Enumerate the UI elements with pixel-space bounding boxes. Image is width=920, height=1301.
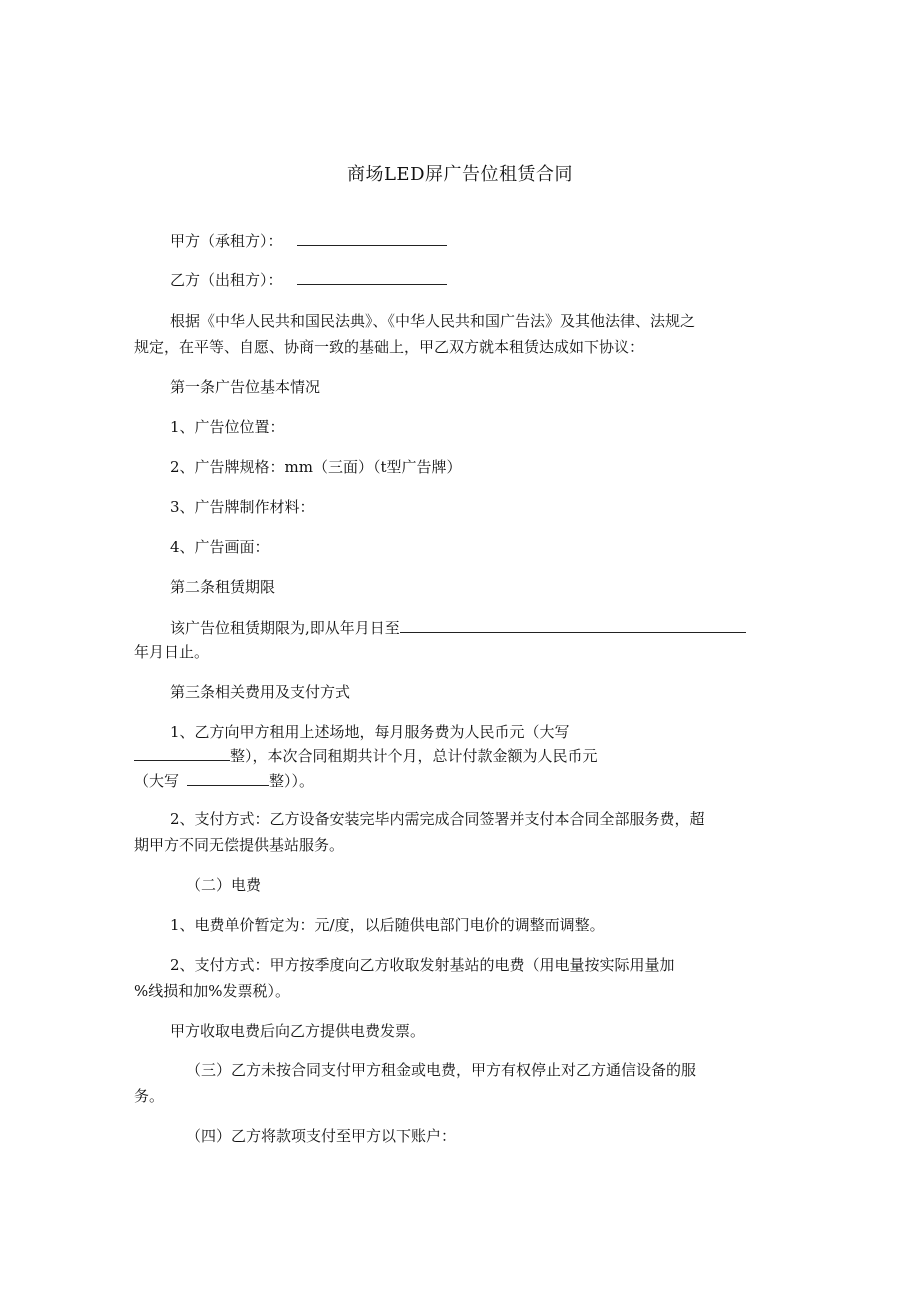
article-1-title: 第一条广告位基本情况 [170,378,321,396]
party-b-label: 乙方（出租方）： [170,271,283,289]
fee-para-line-1: 1、乙方向甲方租用上述场地，每月服务费为人民币元（大写 [170,723,570,741]
section-3-line-1: （三）乙方未按合同支付甲方租金或电费，甲方有权停止对乙方通信设备的服 [186,1061,697,1079]
section-3-line-2: 务。 [134,1087,165,1105]
fee-para-line-3-end: 整））。 [269,772,315,790]
fee-uppercase-blank[interactable] [134,746,230,761]
section-2-title: （二）电费 [186,876,262,894]
article-2-line-1 [170,617,746,639]
party-b-line [170,269,447,291]
party-b-blank[interactable] [297,270,447,285]
payment-line-2: 期甲方不同无偿提供基站服务。 [134,836,345,854]
payment-line-1: 2、支付方式：乙方设备安装完毕内需完成合同签署并支付本合同全部服务费，超 [170,810,705,828]
article-1-item: 1、广告位位置： [170,418,285,436]
preamble-line-1: 根据《中华人民共和国民法典》、《中华人民共和国广告法》及其他法律、法规之 [170,312,696,330]
electricity-price: 1、电费单价暂定为：元/度，以后随供电部门电价的调整而调整。 [170,916,605,934]
lease-term-blank[interactable] [400,618,746,633]
article-3-title: 第三条相关费用及支付方式 [170,683,351,701]
fee-total-uppercase-blank[interactable] [187,771,269,786]
fee-total-uppercase-label: （大写 [134,772,180,790]
electricity-invoice: 甲方收取电费后向乙方提供电费发票。 [170,1022,426,1040]
article-1-item: 2、广告牌规格：mm（三面）（t型广告牌） [170,458,462,476]
section-4-line: （四）乙方将款项支付至甲方以下账户： [186,1127,457,1145]
electricity-payment-line-1: 2、支付方式：甲方按季度向乙方收取发射基站的电费（用电量按实际用量加 [170,956,675,974]
article-2-title: 第二条租赁期限 [170,578,276,596]
party-a-blank[interactable] [297,231,447,246]
article-1-item: 3、广告牌制作材料： [170,498,315,516]
preamble-line-2: 规定，在平等、自愿、协商一致的基础上，甲乙双方就本租赁达成如下协议： [134,338,645,356]
lease-term-text: 该广告位租赁期限为,即从年月日至 [170,619,400,637]
electricity-payment-line-2: %线损和加%发票税）。 [134,982,291,1000]
fee-para-line-2 [134,745,598,767]
party-a-label: 甲方（承租方）： [170,232,283,250]
document-title: 商场LED屏广告位租赁合同 [346,164,574,185]
party-a-line [170,230,447,252]
fee-para-line-3 [134,770,314,792]
article-1-item: 4、广告画面： [170,538,270,556]
article-2-line-2: 年月日止。 [134,643,210,661]
fee-para-line-2-text: 整），本次合同租期共计个月，总计付款金额为人民币元 [230,747,598,765]
